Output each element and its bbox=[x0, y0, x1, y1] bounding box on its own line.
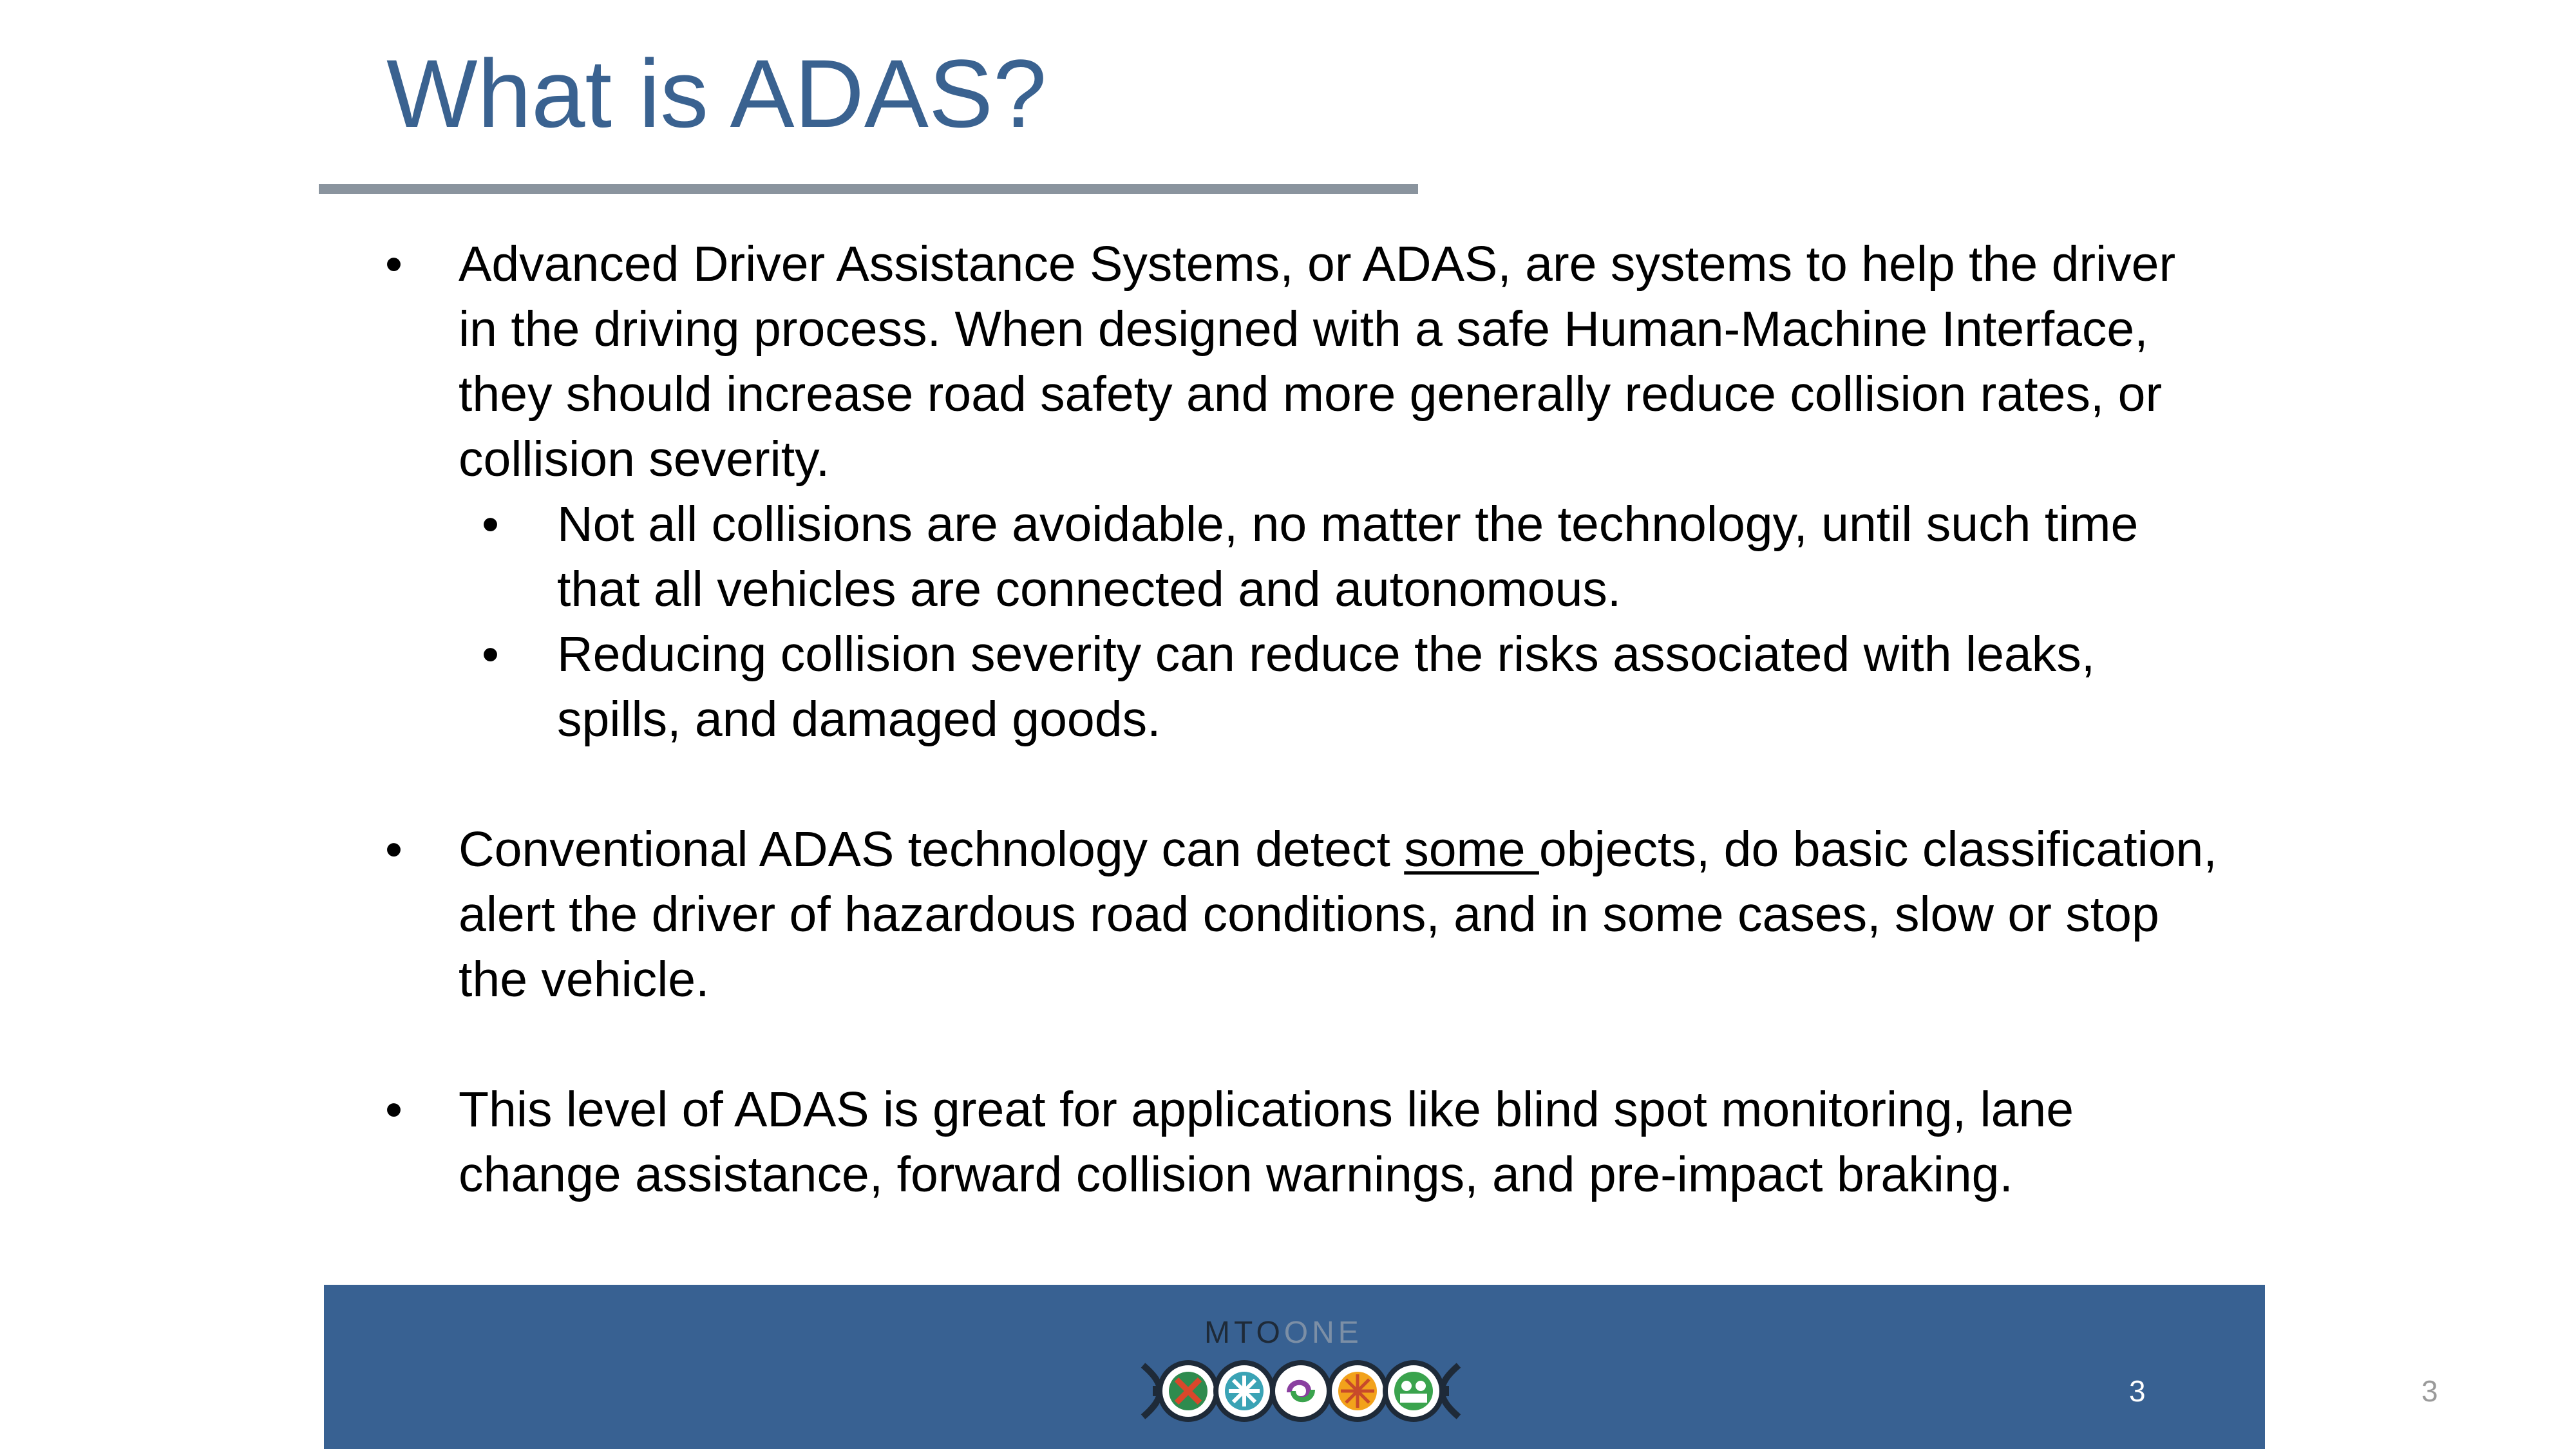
bullet-text-part: Conventional ADAS technology can detect bbox=[459, 822, 1405, 877]
slide-body bbox=[380, 232, 2222, 1208]
sub-bullet-text: Reducing collision severity can reduce the risks associated with leaks, spills, and damaged goods. bbox=[557, 627, 2096, 747]
bullet-item bbox=[380, 1077, 2222, 1208]
logo-emblem-icon bbox=[1140, 1359, 1462, 1423]
bullet-dot-icon: • bbox=[385, 236, 402, 292]
footer-page-number: 3 bbox=[2129, 1374, 2146, 1408]
bullet-text bbox=[459, 822, 2217, 1007]
bullet-item bbox=[380, 817, 2222, 1012]
spacer bbox=[380, 752, 2222, 817]
mto-one-logo bbox=[1140, 1314, 1462, 1423]
sub-bullet-item bbox=[380, 622, 2222, 752]
bullet-dot-icon: • bbox=[385, 1082, 402, 1137]
sub-bullet-text: Not all collisions are avoidable, no matter the technology, until such time that all vehicles are connected and autonomous. bbox=[557, 497, 2139, 617]
title-underline-rule bbox=[319, 184, 1418, 194]
sub-bullet-item bbox=[380, 492, 2222, 622]
bullet-dot-icon: • bbox=[385, 822, 402, 877]
slide-page-number: 3 bbox=[2421, 1374, 2438, 1408]
logo-wordmark bbox=[1204, 1314, 1363, 1352]
bullet-dot-icon: • bbox=[482, 627, 499, 682]
bullet-dot-icon: • bbox=[482, 497, 499, 552]
bullet-text: This level of ADAS is great for applications like blind spot monitoring, lane change assistance, forward collision warnings, and pre-impact braking. bbox=[459, 1082, 2074, 1202]
underlined-emphasis: some bbox=[1404, 822, 1539, 877]
bullet-item bbox=[380, 232, 2222, 492]
bullet-text-part: objects, do basic classification, alert the driver of hazardous road conditions, and in some cases, slow or stop the vehicle. bbox=[459, 822, 2217, 1007]
bullet-text: Advanced Driver Assistance Systems, or ADAS, are systems to help the driver in the driving process. When designed with a safe Human-Machine Interface, they should increase road safety and more generally reduce collision rates, or collision severity. bbox=[459, 236, 2176, 487]
logo-one-text: ONE bbox=[1283, 1316, 1363, 1350]
slide-title: What is ADAS? bbox=[386, 39, 1047, 147]
logo-mto-text: MTO bbox=[1204, 1316, 1284, 1350]
spacer bbox=[380, 1012, 2222, 1077]
